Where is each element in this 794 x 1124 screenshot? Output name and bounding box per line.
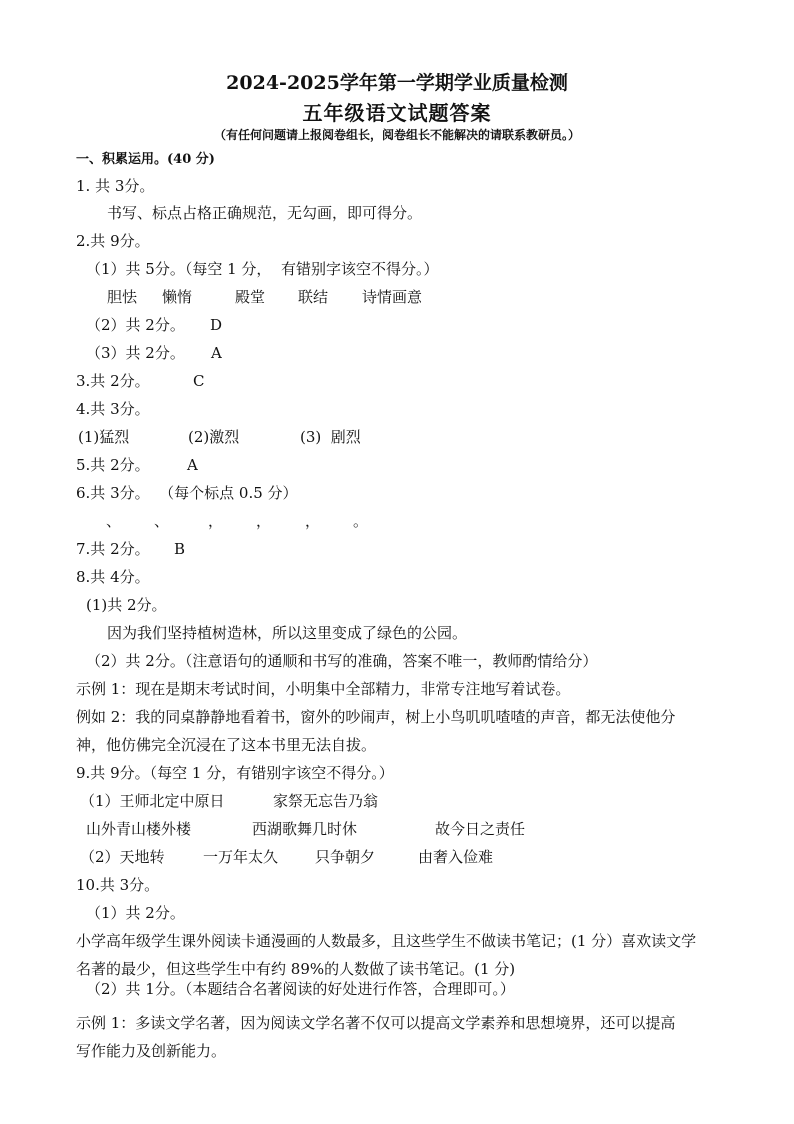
q8-heading: 8.共 4分。 <box>76 568 150 586</box>
q6-mark-2: 、 <box>154 512 170 530</box>
q7-heading: 7.共 2分。 <box>76 540 150 558</box>
q6-mark-6: 。 <box>353 512 369 530</box>
q9-heading: 9.共 9分。（每空 1 分，有错别字该空不得分。） <box>76 764 394 782</box>
q8-example-1: 示例 1：现在是期末考试时间，小明集中全部精力，非常专注地写着试卷。 <box>76 680 571 698</box>
q2-part2-answer: D <box>210 316 223 334</box>
q2-word-4: 联结 <box>298 288 329 306</box>
q3-heading: 3.共 2分。 <box>76 372 150 390</box>
q1-answer: 书写、标点占格正确规范，无勾画，即可得分。 <box>107 204 423 222</box>
exam-title: 2024-2025学年第一学期学业质量检测 <box>226 72 568 94</box>
q6-mark-4: ， <box>256 512 272 530</box>
q9-answer-1: （1）王师北定中原日 <box>80 792 225 810</box>
q4-heading: 4.共 3分。 <box>76 400 150 418</box>
q8-example-2-line1: 例如 2：我的同桌静静地看着书，窗外的吵闹声，树上小鸟叽叽喳喳的声音，都无法使他分 <box>76 708 676 726</box>
q6-mark-5: ， <box>305 512 321 530</box>
q5-answer: A <box>187 456 198 474</box>
q9-answer-7: 一万年太久 <box>203 848 279 866</box>
q6-mark-1: 、 <box>106 512 122 530</box>
q4-answer-1: (1)猛烈 <box>78 428 130 446</box>
q9-answer-6: （2）天地转 <box>80 848 165 866</box>
q1-heading: 1. 共 3分。 <box>76 177 155 195</box>
exam-subtitle: 五年级语文试题答案 <box>302 101 492 125</box>
q10-heading: 10.共 3分。 <box>76 876 160 894</box>
q9-answer-2: 家祭无忘告乃翁 <box>273 792 379 810</box>
section-heading: 一、积累运用。(40 分) <box>76 152 215 167</box>
q8-part2: （2）共 2分。（注意语句的通顺和书写的准确，答案不唯一，教师酌情给分） <box>86 652 598 670</box>
q7-answer: B <box>174 540 186 558</box>
q2-word-2: 懒惰 <box>162 288 193 306</box>
grading-note: （有任何问题请上报阅卷组长，阅卷组长不能解决的请联系教研员。） <box>213 128 580 142</box>
q9-answer-3: 山外青山楼外楼 <box>86 820 192 838</box>
q10-example-line1: 示例 1：多读文学名著，因为阅读文学名著不仅可以提高文学素养和思想境界，还可以提高 <box>76 1014 676 1032</box>
q6-mark-3: ， <box>208 512 224 530</box>
q2-word-3: 殿堂 <box>235 288 266 306</box>
q10-part1-answer-line1: 小学高年级学生课外阅读卡通漫画的人数最多，且这些学生不做读书笔记；(1 分）喜欢读文学 <box>76 932 697 950</box>
q8-example-2-line2: 神，他仿佛完全沉浸在了这本书里无法自拔。 <box>76 736 377 754</box>
q2-heading: 2.共 9分。 <box>76 232 150 250</box>
q9-answer-8: 只争朝夕 <box>315 848 376 866</box>
q2-part3: （3）共 2分。 <box>86 344 185 362</box>
q8-part1: (1)共 2分。 <box>86 596 167 614</box>
q5-heading: 5.共 2分。 <box>76 456 150 474</box>
q8-part1-answer: 因为我们坚持植树造林，所以这里变成了绿色的公园。 <box>107 624 468 642</box>
q10-part1: （1）共 2分。 <box>86 904 185 922</box>
q3-answer: C <box>193 372 205 390</box>
q10-example-line2: 写作能力及创新能力。 <box>76 1042 227 1060</box>
q9-answer-4: 西湖歌舞几时休 <box>252 820 358 838</box>
q10-part1-answer-line2: 名著的最少，但这些学生中有约 89%的人数做了读书笔记。(1 分) <box>76 960 516 978</box>
q10-part2: （2）共 1分。（本题结合名著阅读的好处进行作答，合理即可。） <box>86 980 515 998</box>
q2-part3-answer: A <box>211 344 222 362</box>
q4-answer-2: (2)激烈 <box>188 428 240 446</box>
q4-answer-3: (3) 剧烈 <box>300 428 361 446</box>
q2-word-5: 诗情画意 <box>362 288 423 306</box>
q6-heading: 6.共 3分。 （每个标点 0.5 分） <box>76 484 298 502</box>
q2-part1: （1）共 5分。（每空 1 分， 有错别字该空不得分。） <box>86 260 439 278</box>
q9-answer-5: 故今日之责任 <box>435 820 526 838</box>
q2-word-1: 胆怯 <box>107 288 138 306</box>
q2-part2: （2）共 2分。 <box>86 316 185 334</box>
q9-answer-9: 由奢入俭难 <box>418 848 494 866</box>
